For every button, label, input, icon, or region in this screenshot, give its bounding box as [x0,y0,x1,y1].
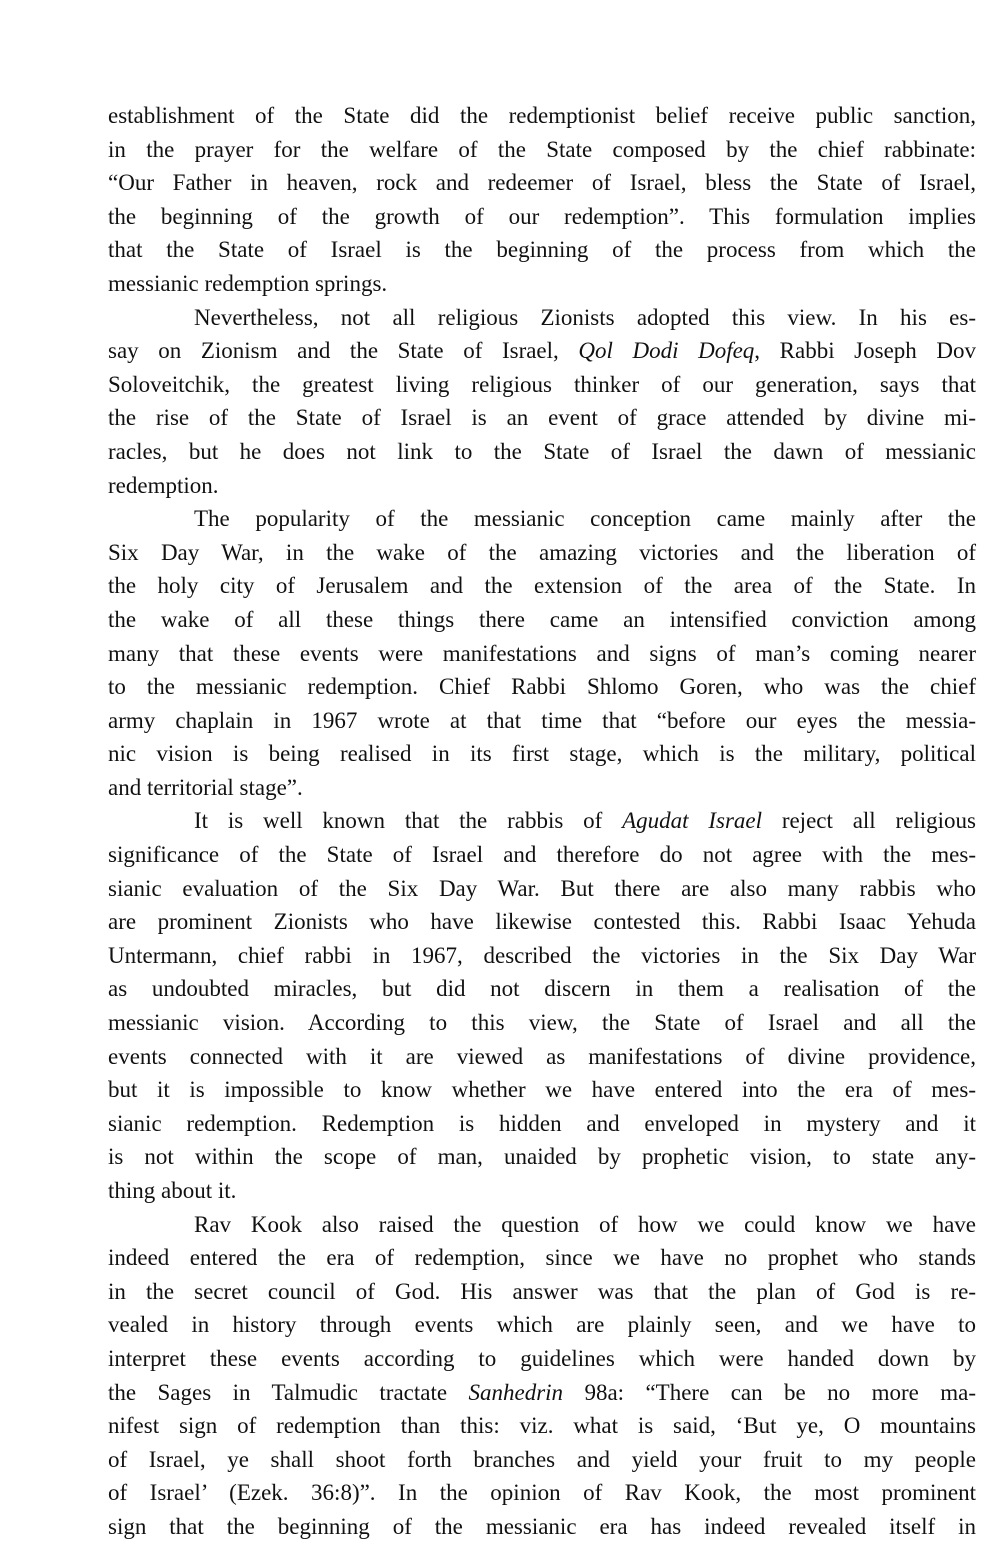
text-line: are prominent Zionists who have likewise contested this. Rabbi Isaac Yehuda [108,909,976,935]
text-line: racles, but he does not link to the State of Israel the dawn of messianic [108,438,976,464]
text-line: events connected with it are viewed as manifestations of divine providence, [108,1043,976,1069]
text-line: army chaplain in 1967 wrote at that time that “before our eyes the messia- [108,707,976,733]
text-line: many that these events were manifestations and signs of man’s coming nearer [108,640,976,666]
text-line: sianic redemption. Redemption is hidden and enveloped in mystery and it [108,1110,976,1136]
text-line: say on Zionism and the State of Israel, Qol Dodi Dofeq, Rabbi Joseph Dov [108,338,976,364]
text-line: and territorial stage”. [108,774,303,800]
paragraph-2 [108,301,976,503]
text-line: vealed in history through events which are plainly seen, and we have to [108,1312,976,1338]
text-line: the beginning of the growth of our redemption”. This formulation implies [108,203,976,229]
text-line: of Israel’ (Ezek. 36:8)”. In the opinion of Rav Kook, the most prominent [108,1480,976,1506]
text-line: Untermann, chief rabbi in 1967, described the victories in the Six Day War [108,942,976,968]
text-line: that the State of Israel is the beginning of the process from which the [108,237,976,263]
text-line: messianic vision. According to this view, the State of Israel and all the [108,1010,976,1036]
paragraph-5 [108,1208,976,1544]
text-line: Rav Kook also raised the question of how we could know we have [194,1211,976,1237]
text-line: interpret these events according to guidelines which were handed down by [108,1345,976,1371]
text-line: nic vision is being realised in its first stage, which is the military, political [108,741,976,767]
text-line: Six Day War, in the wake of the amazing victories and the liberation of [108,539,976,565]
text-line: the rise of the State of Israel is an event of grace attended by divine mi- [108,405,976,431]
italic-title: Sanhedrin [468,1379,564,1405]
text-line: redemption. [108,472,219,498]
italic-title: Agudat Israel [622,808,762,834]
paragraph-4 [108,804,976,1207]
text-line: of Israel, ye shall shoot forth branches and yield your fruit to my people [108,1446,976,1472]
text-line: The popularity of the messianic conception came mainly after the [194,506,976,532]
body-text [108,99,976,1544]
text-line: sianic evaluation of the Six Day War. But there are also many rabbis who [108,875,976,901]
text-line: Nevertheless, not all religious Zionists adopted this view. In his es- [194,304,976,330]
text-line: as undoubted miracles, but did not discern in them a realisation of the [108,976,976,1002]
text-line: in the secret council of God. His answer was that the plan of God is re- [108,1278,976,1304]
text-line: sign that the beginning of the messianic era has indeed revealed itself in [108,1513,976,1539]
text-line: “Our Father in heaven, rock and redeemer of Israel, bless the State of Israel, [108,170,976,196]
text-line: Soloveitchik, the greatest living religious thinker of our generation, says that [108,371,976,397]
text-line: thing about it. [108,1178,237,1203]
text-line: the wake of all these things there came an intensified conviction among [108,606,976,632]
text-line: nifest sign of redemption than this: viz. what is said, ‘But ye, O mountains [108,1413,976,1439]
text-line: significance of the State of Israel and therefore do not agree with the mes- [108,842,976,868]
text-line: in the prayer for the welfare of the State composed by the chief rabbinate: [108,136,976,162]
text-line: indeed entered the era of redemption, since we have no prophet who stands [108,1245,976,1271]
text-line: establishment of the State did the redemptionist belief receive public sanction, [108,103,976,128]
text-line: is not within the scope of man, unaided by prophetic vision, to state any- [108,1144,976,1170]
italic-title: Qol Dodi Dofeq [578,338,755,364]
text-line: to the messianic redemption. Chief Rabbi Shlomo Goren, who was the chief [108,674,976,700]
text-line: the holy city of Jerusalem and the extension of the area of the State. In [108,573,976,599]
paragraph-1 [108,99,976,301]
text-line: the Sages in Talmudic tractate Sanhedrin 98a: “There can be no more ma- [108,1379,976,1405]
text-line: messianic redemption springs. [108,270,388,296]
paragraph-3 [108,502,976,804]
text-line: It is well known that the rabbis of Agudat Israel reject all religious [194,808,976,834]
text-line: but it is impossible to know whether we have entered into the era of mes- [108,1077,976,1103]
